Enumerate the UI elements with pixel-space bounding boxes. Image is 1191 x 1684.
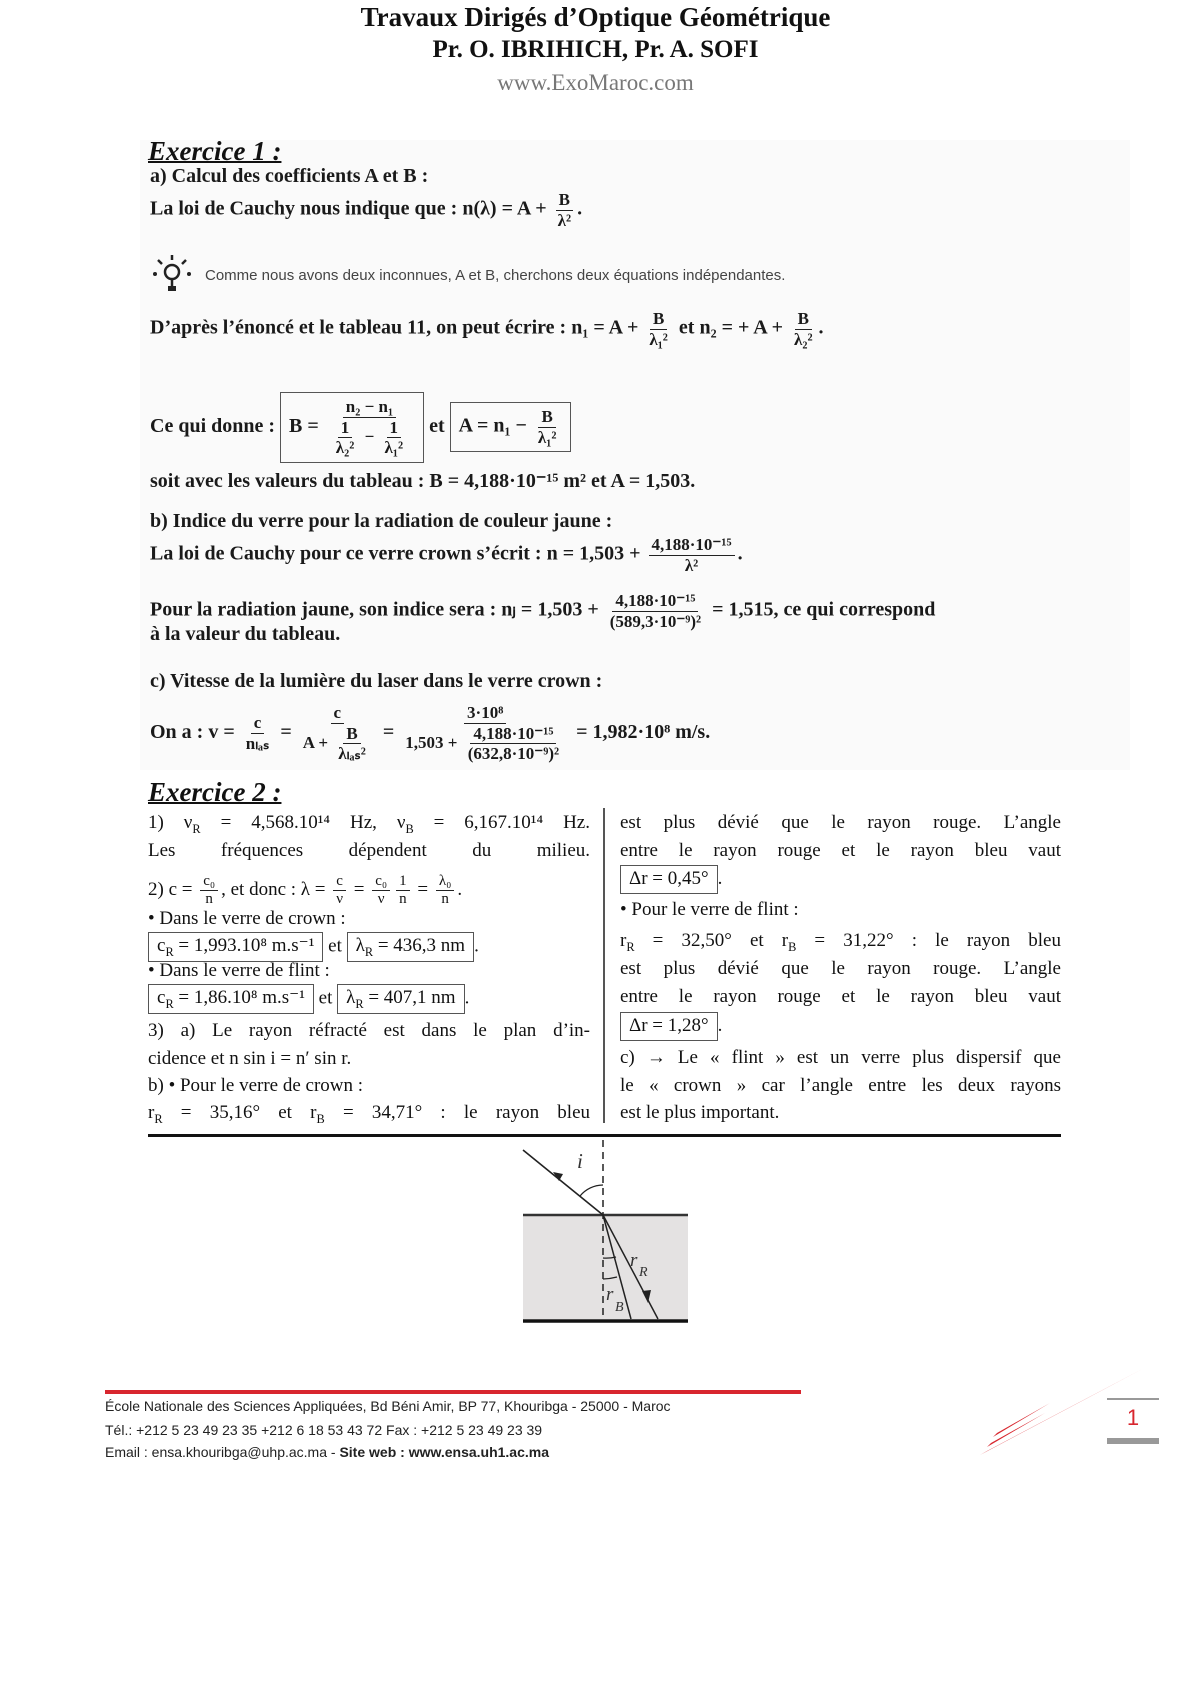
document-title: Travaux Dirigés d’Optique Géométrique [360, 2, 831, 32]
denominator [682, 556, 701, 576]
text: cidence et n sin i = n′ sin r. [148, 1048, 352, 1069]
footer-email[interactable]: Email : ensa.khouribga@uhp.ac.ma - [105, 1444, 340, 1460]
text: c [253, 713, 262, 733]
ex2-left-line [148, 1045, 590, 1072]
fraction [465, 724, 562, 764]
text: = 31,22° : le rayon bleu [796, 930, 1061, 951]
ex2-right-line [620, 1012, 1061, 1041]
text: 4,188·10⁻¹⁵ [615, 591, 696, 610]
text: B = [289, 414, 324, 437]
text: λ₀ [438, 873, 452, 889]
label-r-blue: r [606, 1284, 614, 1305]
text: La loi de Cauchy pour ce verre crown s’écrit : n = 1,503 + [150, 542, 646, 565]
text: . [457, 879, 463, 901]
denominator [607, 612, 704, 632]
ex2-left-line [148, 984, 590, 1014]
denominator [300, 724, 375, 764]
ex2-left-line [148, 905, 590, 932]
text: A = n₁ − [458, 414, 532, 437]
ex1-line [150, 619, 340, 649]
fraction [333, 418, 358, 458]
ex1-line [150, 703, 710, 764]
ex2-right-line [620, 1044, 1061, 1071]
text: c [157, 935, 166, 956]
text: λ₁² [537, 427, 557, 447]
authors: Pr. O. IBRIHICH, Pr. A. SOFI [432, 36, 759, 63]
numerator [470, 724, 556, 745]
page-number-top-bar [1107, 1398, 1159, 1400]
footer-address: École Nationale des Sciences Appliquées, Bd Béni Amir, BP 77, Khouribga - 25000 - Maroc [105, 1398, 671, 1414]
footer-site[interactable]: Site web : www.ensa.uh1.ac.ma [339, 1444, 550, 1460]
text: nₗₐₛ [245, 733, 270, 753]
ex2-left-line [148, 1099, 590, 1133]
numerator [200, 873, 218, 891]
fraction [300, 703, 375, 764]
subscript: R [626, 939, 635, 954]
denominator [333, 438, 358, 458]
boxed-result [620, 1012, 718, 1041]
text: = 32,50° et r [634, 930, 789, 951]
fraction [646, 309, 671, 349]
numerator [650, 309, 667, 330]
denominator [535, 428, 560, 448]
text: 3·10⁸ [467, 703, 504, 722]
text: 2) c = [148, 879, 198, 901]
text: (589,3·10⁻⁹)² [609, 611, 702, 631]
text: r [620, 930, 627, 951]
ex1-line [150, 190, 582, 230]
text: . [717, 868, 723, 889]
numerator [556, 190, 573, 211]
subscript: B [316, 1111, 325, 1126]
text: et [424, 414, 450, 437]
denominator [243, 734, 273, 754]
ex1-line [150, 466, 695, 496]
fraction [335, 724, 369, 764]
page-number-bottom-bar [1107, 1438, 1159, 1444]
text: b) • Pour le verre de crown : [148, 1075, 364, 1096]
denominator [335, 744, 369, 764]
ex2-right-line [620, 809, 1061, 836]
text: c [157, 987, 166, 1008]
text: à la valeur du tableau. [150, 623, 341, 645]
text: entre le rayon rouge et le rayon bleu vaut [620, 840, 1061, 861]
text: • Pour le verre de flint : [620, 899, 799, 920]
text: B [558, 190, 571, 209]
text: = 6,167.10¹⁴ Hz. [413, 812, 590, 833]
text: Les fréquences dépendent du milieu. [148, 840, 590, 861]
exercise-2-heading: Exercice 2 : [148, 777, 282, 807]
text: c) Vitesse de la lumière du laser dans le verre crown : [150, 670, 603, 692]
numerator [343, 397, 396, 418]
ex1-line [150, 535, 743, 575]
text: • Dans le verre de flint : [148, 960, 330, 981]
angle-i-arc [580, 1185, 603, 1196]
text: soit avec les valeurs du tableau : B = 4,188·10⁻¹⁵ m² et A = 1,503. [150, 470, 696, 492]
denominator [402, 724, 568, 764]
text: La loi de Cauchy nous indique que : n(λ) = A + [150, 197, 552, 220]
text: . [474, 935, 479, 957]
text: entre le rayon rouge et le rayon bleu vaut [620, 986, 1061, 1007]
text: λ [355, 935, 365, 956]
text: λ₁² [384, 438, 404, 458]
text: = 1,515, ce qui correspond [707, 598, 936, 621]
text: . [464, 987, 470, 1009]
boxed-result [337, 984, 464, 1014]
text: 1 [389, 417, 399, 437]
subscript: B [405, 821, 414, 836]
tip-text: Comme nous avons deux inconnues, A et B, cherchons deux équations indépendantes. [205, 267, 786, 284]
text: c [336, 873, 343, 889]
text: λ [346, 987, 356, 1008]
fraction [791, 309, 816, 349]
ex2-right-line [620, 896, 1061, 923]
text: 1 [340, 417, 350, 437]
text: n [205, 891, 213, 908]
text: λ₁² [649, 329, 668, 349]
boxed-result [620, 865, 718, 894]
fraction [649, 535, 735, 575]
website-link[interactable]: www.ExoMaroc.com [497, 70, 694, 95]
text: 4,188·10⁻¹⁵ [651, 535, 732, 554]
numerator [464, 703, 506, 724]
numerator [251, 713, 265, 734]
text: − [360, 426, 379, 446]
text: r [148, 1102, 155, 1123]
ex2-right-line [620, 1072, 1061, 1099]
numerator [396, 873, 410, 891]
text: et n₂ = + A + [673, 316, 788, 339]
text: (632,8·10⁻⁹)² [467, 744, 560, 764]
text: . [818, 316, 824, 339]
ex1-line [150, 309, 824, 349]
fraction [327, 397, 412, 458]
column-divider [603, 808, 605, 1123]
text: ν [377, 891, 385, 908]
text: λ₂² [794, 329, 813, 349]
label-i: i [577, 1149, 583, 1173]
numerator [333, 873, 346, 891]
subscript: B [788, 939, 797, 954]
text: n₂ − n₁ [345, 397, 394, 416]
text: , et donc : λ = [221, 879, 331, 901]
text: Δr = 1,28° [629, 1015, 709, 1037]
footer-red-line [105, 1390, 801, 1394]
numerator [387, 418, 402, 439]
numerator [343, 724, 360, 745]
subscript: R [165, 996, 174, 1011]
subscript: R [165, 944, 174, 959]
text: λ² [557, 210, 572, 230]
denominator [791, 330, 816, 350]
ex2-right-line [620, 1099, 1061, 1126]
text: le « crown » car l’angle entre les deux rayons [620, 1075, 1061, 1096]
text: est plus dévié que le rayon rouge. L’angle [620, 958, 1061, 979]
text: . [717, 1015, 723, 1036]
text: ν [336, 891, 344, 908]
boxed-result [148, 984, 314, 1014]
text: Pour la radiation jaune, son indice sera : nⱼ = 1,503 + [150, 598, 604, 621]
text: Ce qui donne : [150, 414, 281, 437]
text: B [652, 309, 665, 328]
text: . [577, 197, 583, 220]
fraction [382, 418, 407, 458]
fraction [333, 873, 346, 909]
fraction [535, 407, 560, 447]
denominator [327, 418, 412, 458]
text: . [737, 542, 743, 565]
text: et [313, 987, 338, 1009]
text: 1 [399, 873, 407, 889]
text: = 436,3 nm [373, 935, 466, 956]
text: n [441, 891, 449, 908]
text: c) → Le « flint » est un verre plus dispersif que [620, 1047, 1061, 1068]
text: A + [302, 732, 333, 752]
ex2-left-line [148, 1017, 590, 1044]
text: = 35,16° et r [162, 1102, 317, 1123]
fraction [243, 713, 273, 753]
numerator [436, 873, 455, 891]
text: = [412, 879, 433, 901]
boxed-result [450, 402, 572, 452]
text: B [797, 309, 809, 328]
ex2-right-line [620, 983, 1061, 1010]
text: est plus dévié que le rayon rouge. L’angle [620, 812, 1061, 833]
text: = 1,86.10⁸ m.s⁻¹ [173, 987, 305, 1008]
fraction [402, 703, 568, 764]
ex1-line [150, 506, 612, 536]
subscript: R [364, 944, 374, 959]
ex1-line [150, 161, 428, 191]
numerator [649, 535, 735, 556]
text: n [399, 891, 407, 908]
text: = [275, 720, 297, 743]
numerator [795, 309, 812, 330]
numerator [372, 873, 390, 891]
text: • Dans le verre de crown : [148, 908, 346, 929]
text: 1) ν [148, 812, 193, 833]
text: = 407,1 nm [363, 987, 456, 1008]
text: b) Indice du verre pour la radiation de couleur jaune : [150, 510, 613, 532]
numerator [612, 591, 698, 612]
text: 1,503 + [405, 732, 462, 752]
text: = [349, 879, 370, 901]
numerator [331, 703, 345, 724]
numerator [538, 407, 555, 428]
denominator [465, 744, 562, 764]
ex2-right-line [620, 865, 1061, 894]
text: λ₂² [335, 438, 355, 458]
fraction [200, 873, 218, 909]
subscript: R [154, 1111, 163, 1126]
fraction [555, 190, 574, 230]
text: B [541, 407, 553, 427]
text: 4,188·10⁻¹⁵ [473, 723, 554, 743]
text: c [333, 703, 342, 722]
lightbulb-icon [148, 252, 198, 303]
fraction [436, 873, 455, 909]
text: Δr = 0,45° [629, 868, 709, 890]
text: λₗₐₛ² [338, 744, 366, 764]
numerator [338, 418, 353, 439]
text: et [323, 935, 347, 957]
ex2-left-line [148, 1072, 590, 1099]
ex2-right-line [620, 837, 1061, 864]
text: λ² [684, 555, 699, 575]
incident-ray [523, 1150, 603, 1215]
label-r-red-sub: R [639, 1265, 648, 1280]
subscript: R [192, 821, 201, 836]
label-r-red: r [630, 1250, 638, 1271]
label-r-blue-sub: B [615, 1300, 624, 1315]
ex2-right-line [620, 955, 1061, 982]
boxed-result [280, 392, 424, 463]
text: = 4,568.10¹⁴ Hz, ν [200, 812, 406, 833]
fraction [396, 873, 410, 909]
text: On a : v = [150, 720, 240, 743]
text: = 1,982·10⁸ m/s. [571, 720, 711, 743]
denominator [555, 211, 574, 231]
text: B [346, 723, 358, 743]
page-number: 1 [1126, 1405, 1140, 1430]
subscript: R [355, 996, 364, 1011]
text: c₀ [375, 873, 388, 889]
text: = 34,71° : le rayon bleu [324, 1102, 590, 1123]
refraction-diagram [518, 1140, 698, 1330]
footer-phone: Tél.: +212 5 23 49 23 35 +212 6 18 53 43 72 Fax : +212 5 23 49 23 39 [105, 1422, 543, 1438]
ex1-line [150, 392, 571, 463]
ex2-left-line [148, 837, 590, 864]
denominator [382, 438, 407, 458]
fraction [607, 591, 704, 631]
text: 3) a) Le rayon réfracté est dans le plan d’in- [148, 1020, 590, 1041]
exercise-1-heading: Exercice 1 : [148, 136, 282, 166]
text: = 1,993.10⁸ m.s⁻¹ [173, 935, 315, 956]
text: = [377, 720, 400, 743]
text: a) Calcul des coefficients A et B : [150, 165, 429, 187]
denominator [646, 330, 671, 350]
ex2-left-line [148, 873, 590, 909]
ex2-left-line [148, 957, 590, 984]
ex1-line [150, 666, 602, 696]
text: c₀ [203, 873, 216, 889]
fraction [372, 873, 390, 909]
text: est le plus important. [620, 1102, 780, 1123]
section-rule [148, 1134, 1061, 1137]
text: D’après l’énoncé et le tableau 11, on peut écrire : n₁ = A + [150, 316, 644, 339]
